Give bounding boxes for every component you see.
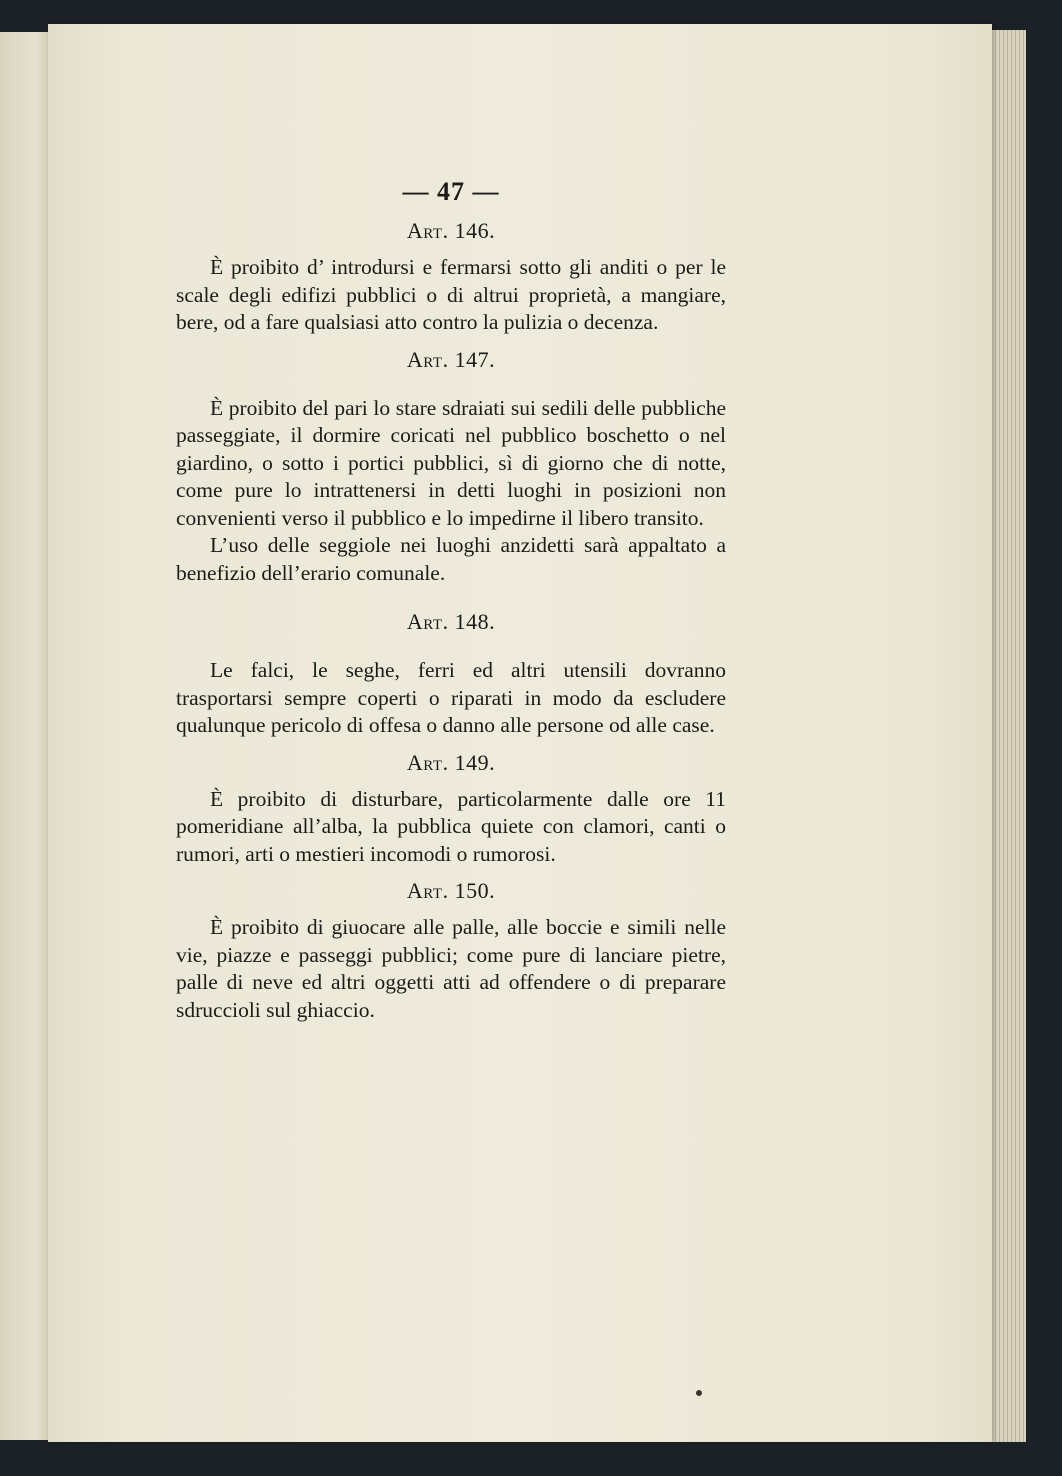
article-paragraph: Le falci, le seghe, ferri ed altri utensili dovranno trasportarsi sempre coperti o riparati in modo da escludere qualunque pericolo di offesa o danno alle persone od alle case. <box>176 658 726 737</box>
article-paragraph: È proibito di disturbare, particolarmente dalle ore 11 pomeridiane all’alba, la pubblica quiete con clamori, canti o rumori, arti o mestieri incomodi o rumorosi. <box>176 786 726 866</box>
ink-speck <box>696 1390 702 1396</box>
article-paragraph: L’uso delle seggiole nei luoghi anzidetti sarà appaltato a benefizio dell’erario comunale. <box>176 533 726 585</box>
article-paragraph: È proibito del pari lo stare sdraiati sui sedili delle pubbliche passeggiate, il dormire coricati nel pubblico boschetto o nel giardino, o sotto i portici pubblici, sì di giorno che di notte, come pure lo intrattenersi in detti luoghi in posizioni non convenienti verso il pubblico e lo impedirne il libero transito. <box>176 395 726 530</box>
article-heading: Art. 150. <box>406 878 496 903</box>
previous-page-edge <box>0 32 54 1440</box>
article-heading: Art. 148. <box>406 609 496 634</box>
article-paragraph: È proibito di giuocare alle palle, alle boccie e simili nelle vie, piazze e passeggi pubblici; come pure di lanciare pietre, palle di neve ed altri oggetti atti ad offendere o di preparare sdruccioli sul ghiaccio. <box>176 915 726 1022</box>
book-page <box>48 24 992 1442</box>
page-number: — 47 — <box>402 177 500 206</box>
article-heading: Art. 146. <box>406 218 496 243</box>
article-paragraph: È proibito d’ introdursi e fermarsi sotto gli anditi o per le scale degli edifizi pubblici o di altrui proprietà, a mangiare, bere, od a fare qualsiasi atto contro la pulizia o decenza. <box>176 255 726 334</box>
article-heading: Art. 149. <box>406 749 496 775</box>
page-text-block <box>176 174 726 1024</box>
article-heading: Art. 147. <box>406 346 496 372</box>
